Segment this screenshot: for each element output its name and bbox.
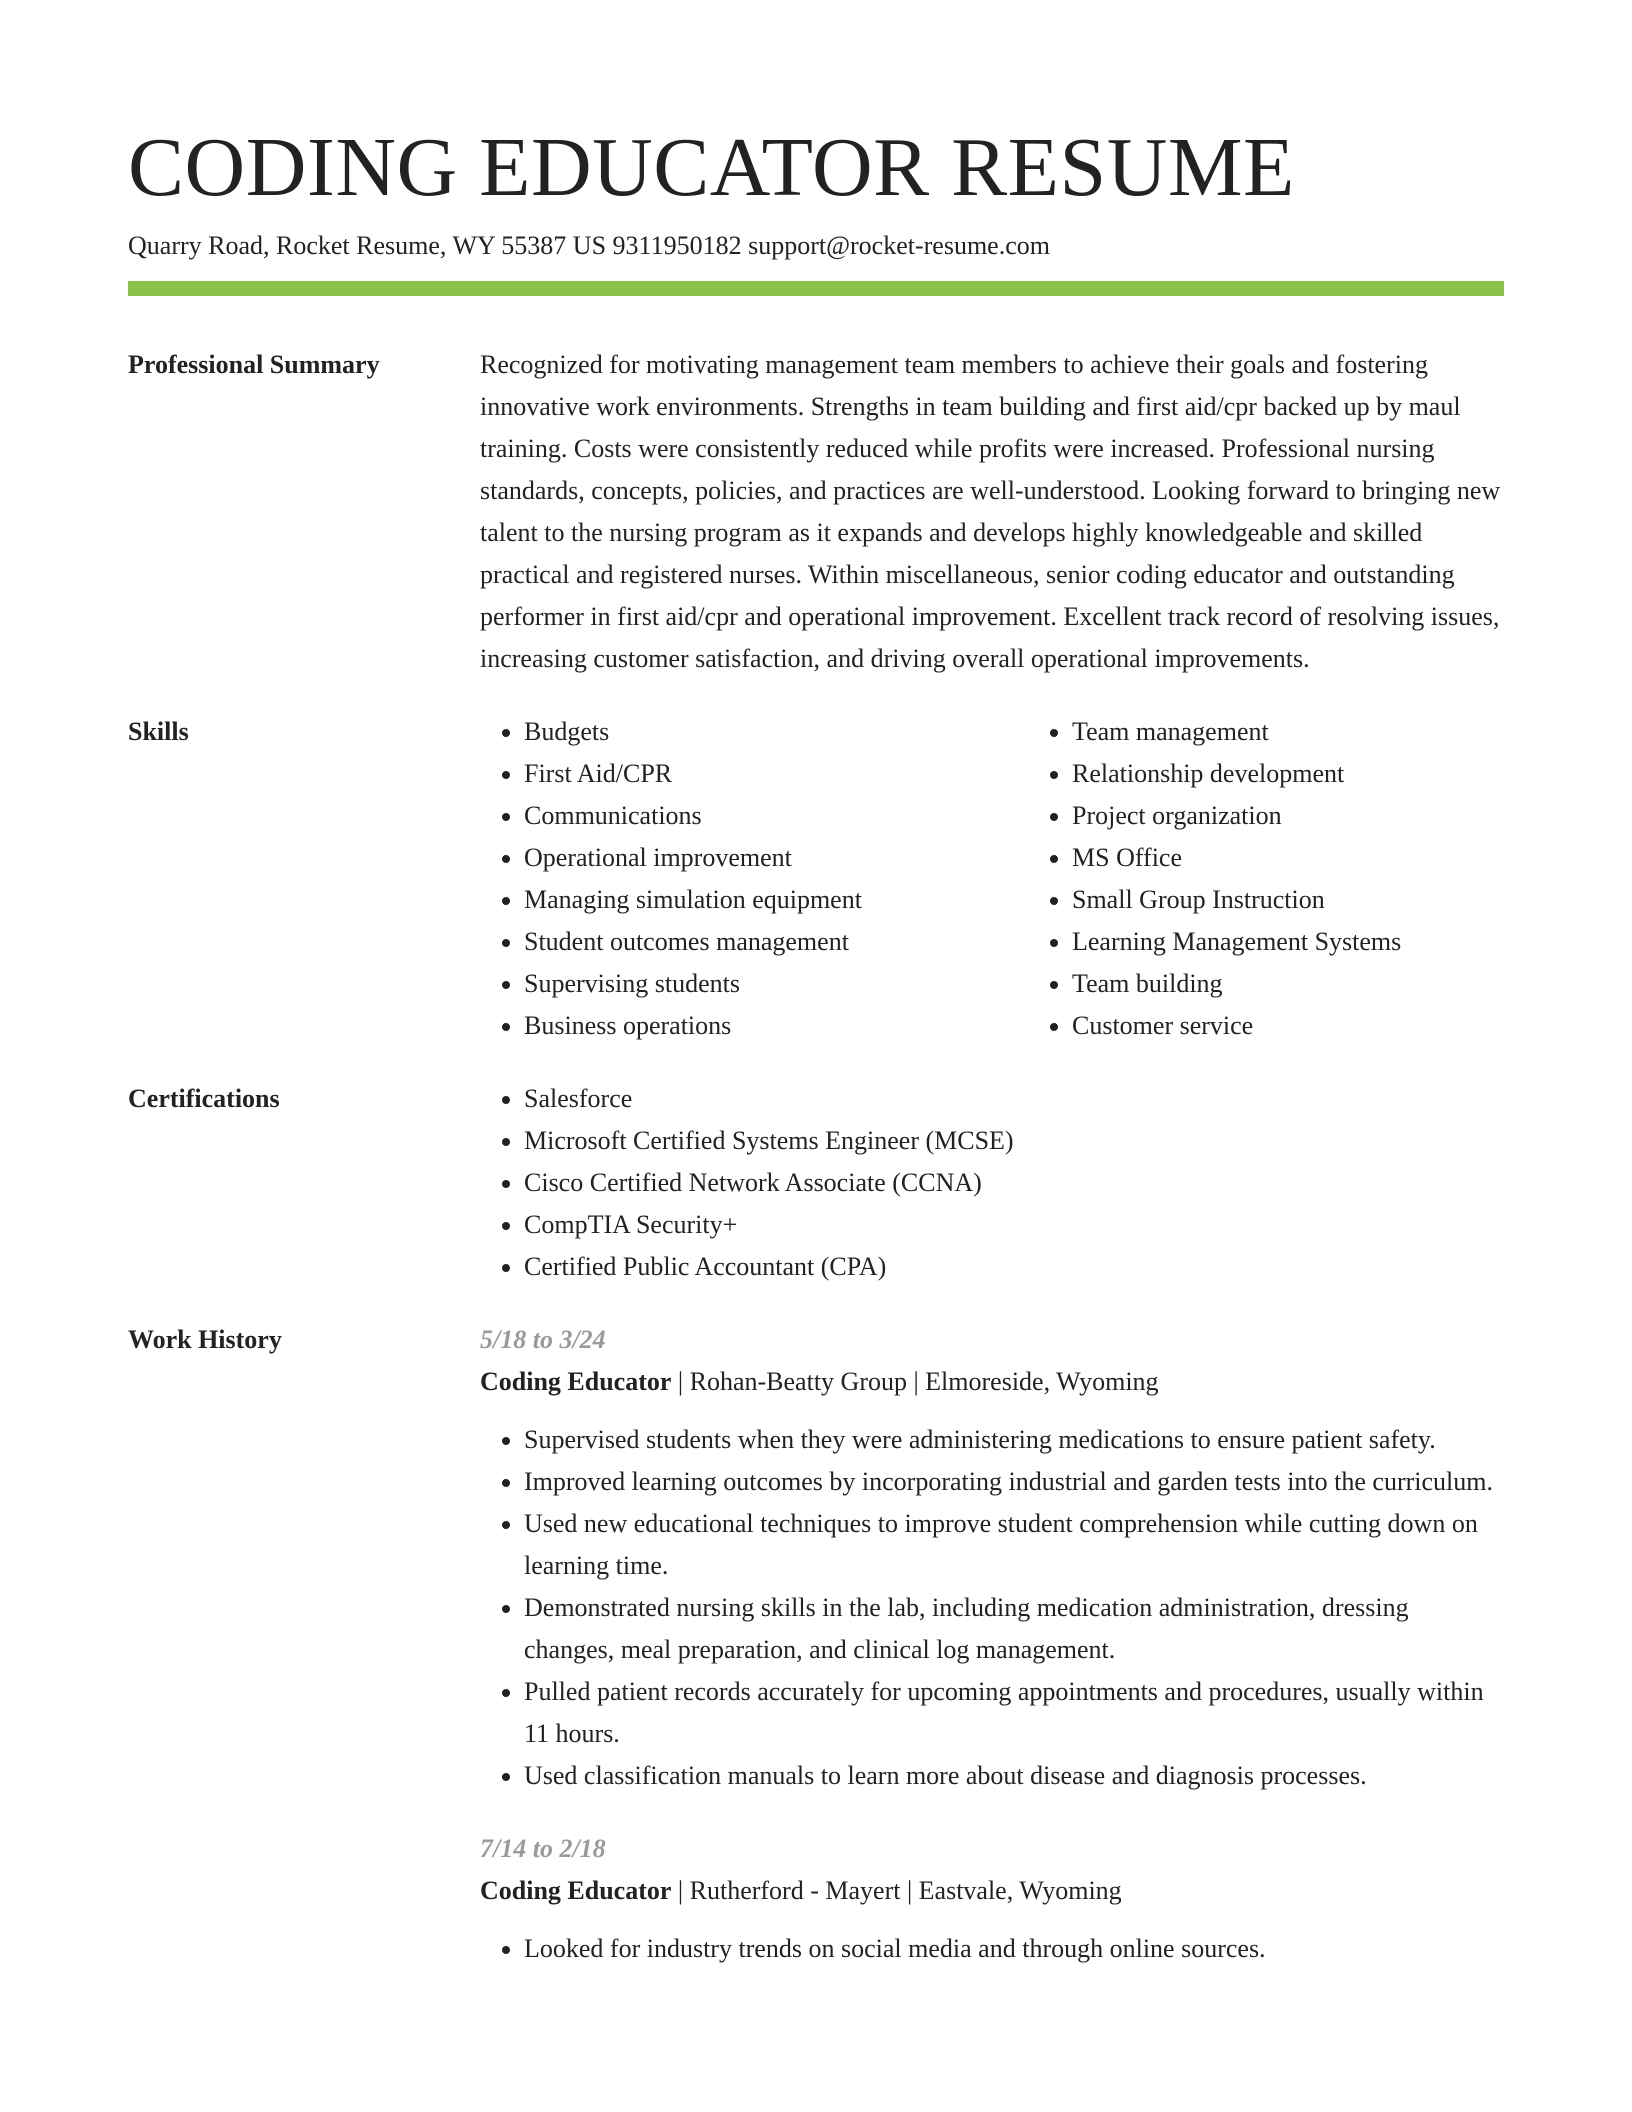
job-dates: 7/14 to 2/18 bbox=[480, 1834, 606, 1863]
certification-item: • Certified Public Accountant (CPA) bbox=[524, 1246, 1504, 1288]
skill-item: • Team building bbox=[1072, 963, 1576, 1005]
job-dates: 5/18 to 3/24 bbox=[480, 1325, 606, 1354]
job-heading bbox=[480, 1361, 1504, 1403]
skill-item: • Business operations bbox=[524, 1005, 1028, 1047]
summary-section bbox=[128, 344, 1504, 680]
section-label-certifications: Certifications bbox=[128, 1084, 280, 1113]
skill-item: • Team management bbox=[1072, 711, 1576, 753]
certification-item: • Salesforce bbox=[524, 1078, 1504, 1120]
skills-list-left bbox=[480, 711, 1028, 1047]
accent-divider bbox=[128, 281, 1504, 296]
section-label-summary: Professional Summary bbox=[128, 350, 380, 379]
skill-item: • Small Group Instruction bbox=[1072, 879, 1576, 921]
skills-list-right bbox=[1028, 711, 1576, 1047]
contact-line: Quarry Road, Rocket Resume, WY 55387 US 9311950182 support@rocket-resume.com bbox=[128, 231, 1050, 260]
skill-item: • Supervising students bbox=[524, 963, 1028, 1005]
job-bullet: • Demonstrated nursing skills in the lab, including medication administration, dressing changes, meal preparation, and clinical log management. bbox=[524, 1587, 1504, 1671]
job-bullet: • Used new educational techniques to improve student comprehension while cutting down on learning time. bbox=[524, 1503, 1504, 1587]
resume-page bbox=[128, 120, 1504, 1970]
job-bullet: • Supervised students when they were administering medications to ensure patient safety. bbox=[524, 1419, 1504, 1461]
summary-text: Recognized for motivating management team members to achieve their goals and fostering innovative work environments. Strengths in team building and first aid/cpr backed up by maul training. Costs were consistently reduced while profits were increased. Professional nursing standards, concepts, policies, and practices are well-understood. Looking forward to bringing new talent to the nursing program as it expands and develops highly knowledgeable and skilled practical and registered nurses. Within miscellaneous, senior coding educator and outstanding performer in first aid/cpr and operational improvement. Excellent track record of resolving issues, increasing customer satisfaction, and driving overall operational improvements. bbox=[480, 350, 1501, 673]
skills-section bbox=[128, 711, 1504, 1047]
job-employer-location: | Rohan-Beatty Group | Elmoreside, Wyoming bbox=[671, 1367, 1159, 1396]
resume-title: CODING EDUCATOR RESUME bbox=[128, 121, 1295, 214]
skill-item: • Communications bbox=[524, 795, 1028, 837]
skill-item: • Project organization bbox=[1072, 795, 1576, 837]
skill-item: • Relationship development bbox=[1072, 753, 1576, 795]
skill-item: • Customer service bbox=[1072, 1005, 1576, 1047]
job-title: Coding Educator bbox=[480, 1367, 672, 1396]
section-label-skills: Skills bbox=[128, 717, 189, 746]
job-bullet: • Pulled patient records accurately for upcoming appointments and procedures, usually within 11 hours. bbox=[524, 1671, 1504, 1755]
job-bullet: • Used classification manuals to learn more about disease and diagnosis processes. bbox=[524, 1755, 1504, 1797]
skill-item: • Operational improvement bbox=[524, 837, 1028, 879]
job-bullet: • Improved learning outcomes by incorporating industrial and garden tests into the curriculum. bbox=[524, 1461, 1504, 1503]
job-employer-location: | Rutherford - Mayert | Eastvale, Wyoming bbox=[671, 1876, 1122, 1905]
certification-item: • Cisco Certified Network Associate (CCNA) bbox=[524, 1162, 1504, 1204]
skill-item: • Budgets bbox=[524, 711, 1028, 753]
job-bullets bbox=[480, 1419, 1504, 1797]
job-heading bbox=[480, 1870, 1504, 1912]
certification-item: • Microsoft Certified Systems Engineer (MCSE) bbox=[524, 1120, 1504, 1162]
skill-item: • Student outcomes management bbox=[524, 921, 1028, 963]
job-entry bbox=[480, 1828, 1504, 1970]
job-title: Coding Educator bbox=[480, 1876, 672, 1905]
certifications-section bbox=[128, 1078, 1504, 1288]
job-entry bbox=[480, 1319, 1504, 1797]
certification-item: • CompTIA Security+ bbox=[524, 1204, 1504, 1246]
skill-item: • MS Office bbox=[1072, 837, 1576, 879]
skill-item: • Managing simulation equipment bbox=[524, 879, 1028, 921]
certifications-list bbox=[480, 1078, 1504, 1288]
section-label-work-history: Work History bbox=[128, 1325, 282, 1354]
job-bullets bbox=[480, 1928, 1504, 1970]
skill-item: • First Aid/CPR bbox=[524, 753, 1028, 795]
work-history-section bbox=[128, 1319, 1504, 1970]
skill-item: • Learning Management Systems bbox=[1072, 921, 1576, 963]
job-bullet: • Looked for industry trends on social media and through online sources. bbox=[524, 1928, 1504, 1970]
